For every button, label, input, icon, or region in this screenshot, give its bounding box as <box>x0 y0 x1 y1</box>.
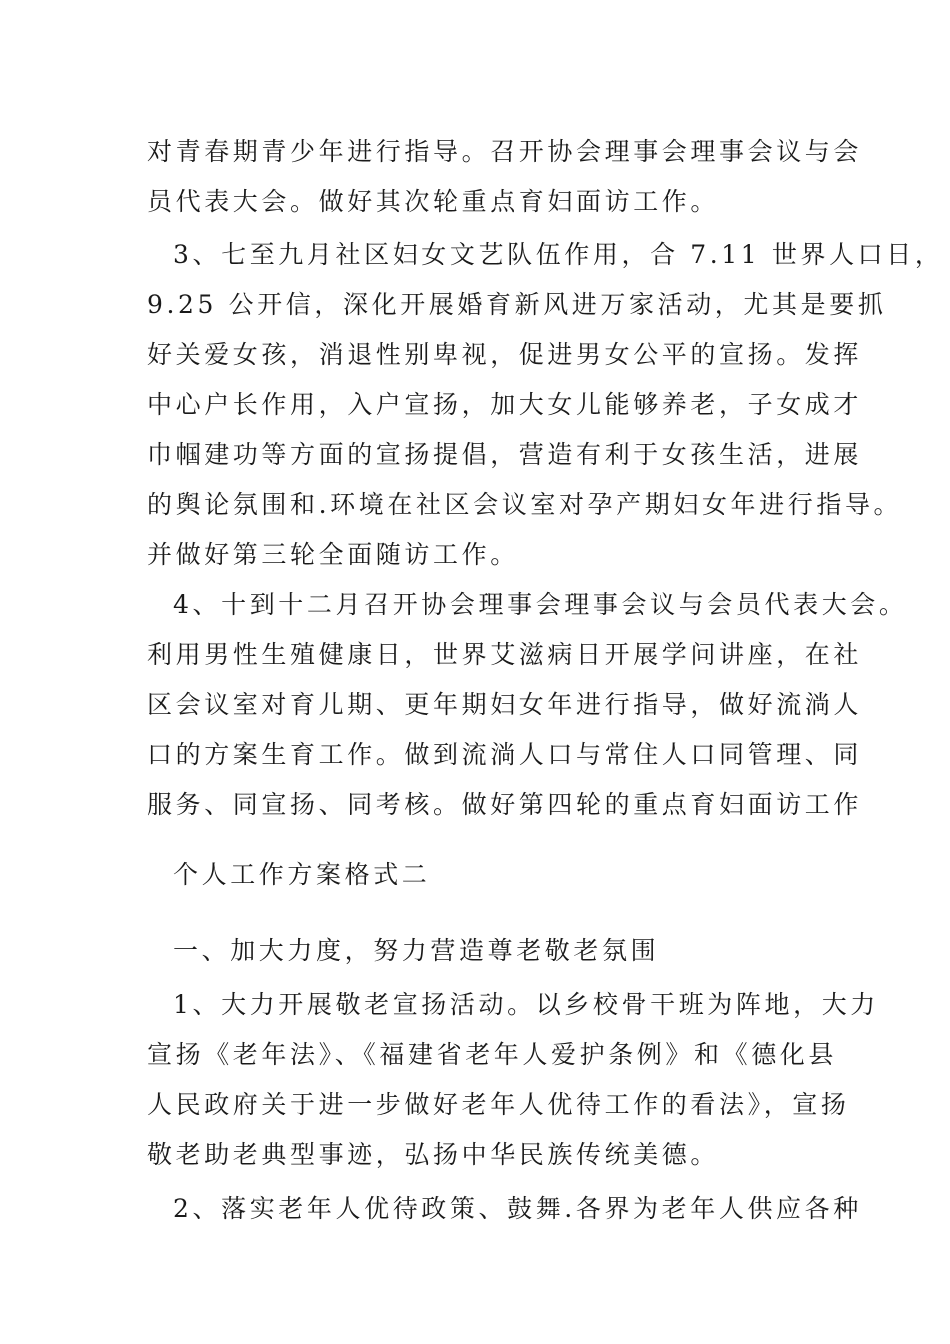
text-line: 对青春期青少年进行指导。召开协会理事会理事会议与会 <box>147 137 863 166</box>
text-line: 9.25 公开信，深化开展婚育新风进万家活动，尤其是要抓 <box>147 290 887 319</box>
text-line: 并做好第三轮全面随访工作。 <box>147 540 519 569</box>
text-line: 服务、同宣扬、同考核。做好第四轮的重点育妇面访工作 <box>147 790 863 819</box>
subsection-heading: 一、加大力度，努力营造尊老敬老氛围 <box>173 936 660 965</box>
text-line: 4、十到十二月召开协会理事会理事会议与会员代表大会。 <box>173 590 908 619</box>
text-line: 巾帼建功等方面的宣扬提倡，营造有利于女孩生活，进展 <box>147 440 863 469</box>
text-line: 的舆论氛围和.环境在社区会议室对孕产期妇女年进行指导。 <box>147 490 903 519</box>
text-line: 敬老助老典型事迹，弘扬中华民族传统美德。 <box>147 1140 720 1169</box>
text-line: 3、七至九月社区妇女文艺队伍作用，合 7.11 世界人口日， <box>173 240 944 269</box>
text-line: 宣扬《老年法》、《福建省老年人爱护条例》和《德化县 <box>147 1040 838 1069</box>
text-line: 区会议室对育儿期、更年期妇女年进行指导，做好流淌人 <box>147 690 863 719</box>
text-line: 员代表大会。做好其次轮重点育妇面访工作。 <box>147 187 720 216</box>
text-line: 口的方案生育工作。做到流淌人口与常住人口同管理、同 <box>147 740 863 769</box>
text-line: 好关爱女孩，消退性别卑视，促进男女公平的宣扬。发挥 <box>147 340 863 369</box>
text-line: 中心户长作用，入户宣扬，加大女儿能够养老，子女成才 <box>147 390 863 419</box>
text-line: 2、落实老年人优待政策、鼓舞.各界为老年人供应各种 <box>173 1194 862 1223</box>
text-line: 利用男性生殖健康日，世界艾滋病日开展学问讲座，在社 <box>147 640 863 669</box>
text-line: 1、大力开展敬老宣扬活动。以乡校骨干班为阵地，大力 <box>173 990 879 1019</box>
text-line: 人民政府关于进一步做好老年人优待工作的看法》，宣扬 <box>147 1090 850 1119</box>
section-heading: 个人工作方案格式二 <box>173 860 431 889</box>
